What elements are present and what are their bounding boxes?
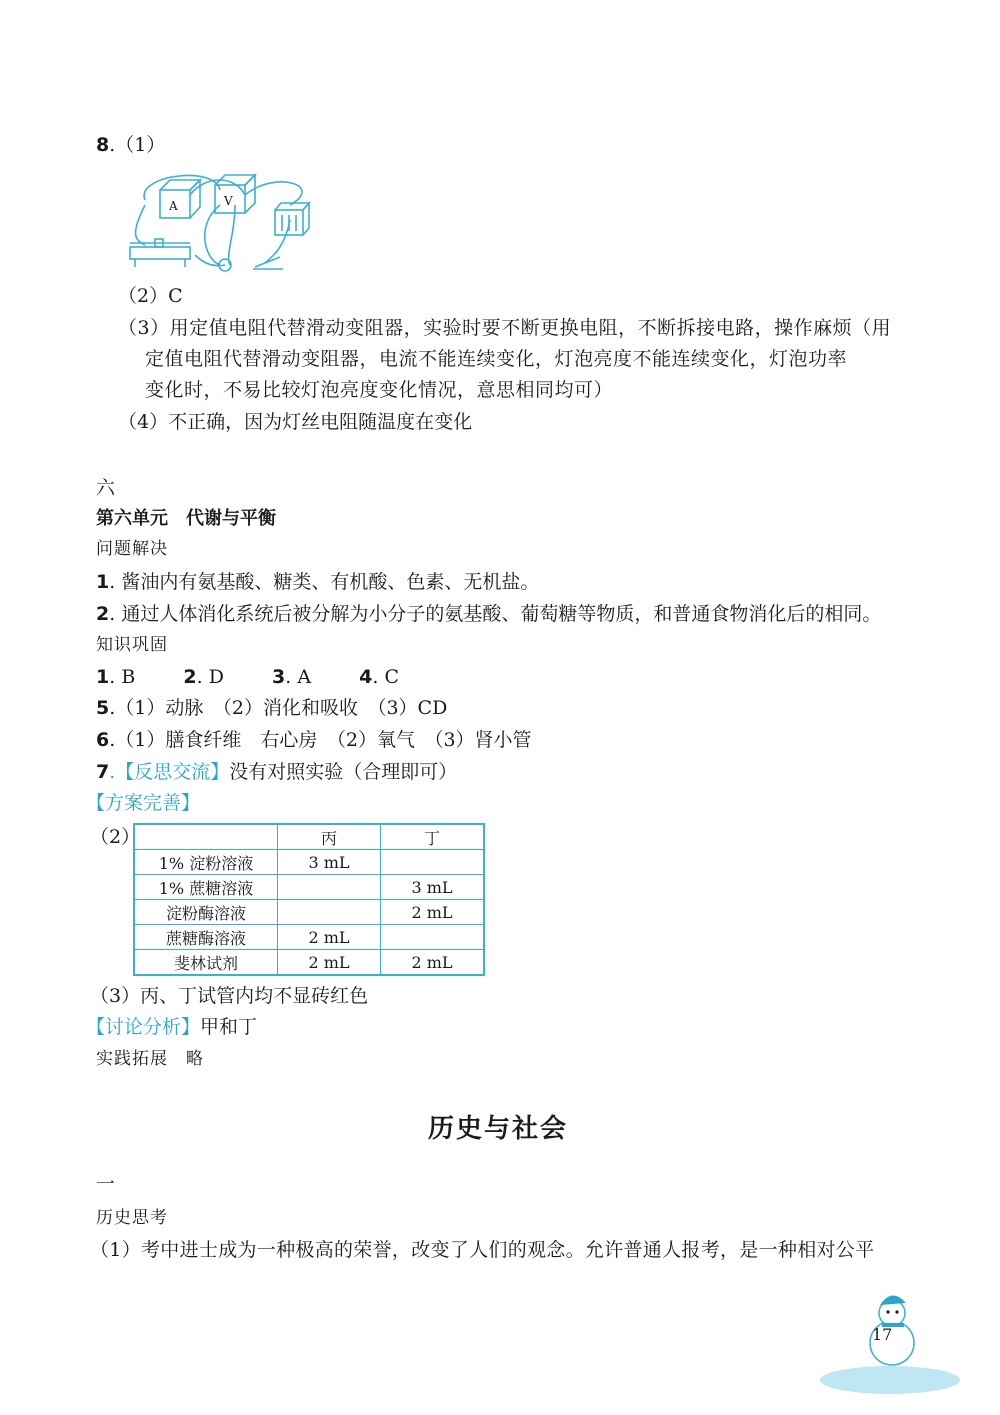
q8-part2: （2）C — [118, 285, 183, 307]
history-subsection: 历史思考 — [96, 1208, 168, 1228]
practice-extension: 实践拓展 略 — [96, 1049, 204, 1069]
mc-answer: 1. B — [96, 666, 136, 688]
answer-2: 2. 通过人体消化系统后被分解为小分子的氨基酸、葡萄糖等物质，和普通食物消化后的相同。 — [96, 603, 882, 625]
discuss-answer: 【讨论分析】甲和丁 — [86, 1016, 258, 1038]
mc-answer: 3. A — [272, 666, 312, 688]
table-header: 丁 — [381, 824, 485, 850]
q8-part3-line1: （3）用定值电阻代替滑动变阻器，实验时要不断更换电阻，不断拆接电路，操作麻烦（用 — [118, 317, 892, 339]
mc-answer: 4. C — [359, 666, 400, 688]
answer-6: 6.（1）膳食纤维 右心房 （2）氧气 （3）肾小管 — [96, 729, 532, 751]
table-row: 蔗糖酶溶液 2 mL — [134, 925, 484, 950]
section-title-history: 历史与社会 — [428, 1114, 569, 1144]
experiment-table — [133, 823, 485, 976]
ammeter-label: A — [169, 199, 178, 213]
unit-title: 第六单元 代谢与平衡 — [96, 508, 276, 529]
table-row: 1% 蔗糖溶液 3 mL — [134, 875, 484, 900]
history-line-1: （1）考中进士成为一种极高的荣誉，改变了人们的观念。允许普通人报考，是一种相对公平 — [90, 1239, 875, 1261]
subsection-knowledge: 知识巩固 — [96, 635, 168, 655]
q8-label: 8.（1） — [96, 134, 166, 156]
subsection-problem-solving: 问题解决 — [96, 539, 168, 559]
answer-7: 7.【反思交流】没有对照实验（合理即可） — [96, 761, 458, 783]
table-row: 淀粉酶溶液 2 mL — [134, 900, 484, 925]
answer-1: 1. 酱油内有氨基酸、糖类、有机酸、色素、无机盐。 — [96, 571, 540, 593]
table-header-row — [134, 824, 484, 850]
q8-part3-line2: 定值电阻代替滑动变阻器，电流不能连续变化，灯泡亮度不能连续变化，灯泡功率 — [145, 348, 848, 370]
snowman-icon — [820, 1285, 980, 1405]
q8-part4: （4）不正确，因为灯丝电阻随温度在变化 — [118, 411, 473, 433]
table-row: 1% 淀粉溶液 3 mL — [134, 850, 484, 875]
plan-bracket-label: 【方案完善】 — [86, 792, 201, 814]
table-header: 丙 — [278, 824, 381, 850]
part2-label: （2） — [90, 826, 141, 848]
mc-answers — [96, 665, 399, 689]
q8-part3-line3: 变化时，不易比较灯泡亮度变化情况，意思相同均可） — [145, 379, 614, 401]
table-header — [134, 824, 278, 850]
footer-decoration — [820, 1285, 980, 1405]
page-number: 17 — [872, 1325, 893, 1344]
history-heading: 一 — [96, 1173, 116, 1195]
section-heading: 六 — [96, 477, 116, 499]
circuit-diagram — [125, 165, 325, 285]
answer-5: 5.（1）动脉 （2）消化和吸收 （3）CD — [96, 697, 448, 719]
mc-answer: 2. D — [183, 666, 224, 688]
voltmeter-label: V — [224, 194, 233, 208]
table-row: 斐林试剂 2 mL 2 mL — [134, 950, 484, 976]
part3-answer: （3）丙、丁试管内均不显砖红色 — [90, 985, 369, 1007]
